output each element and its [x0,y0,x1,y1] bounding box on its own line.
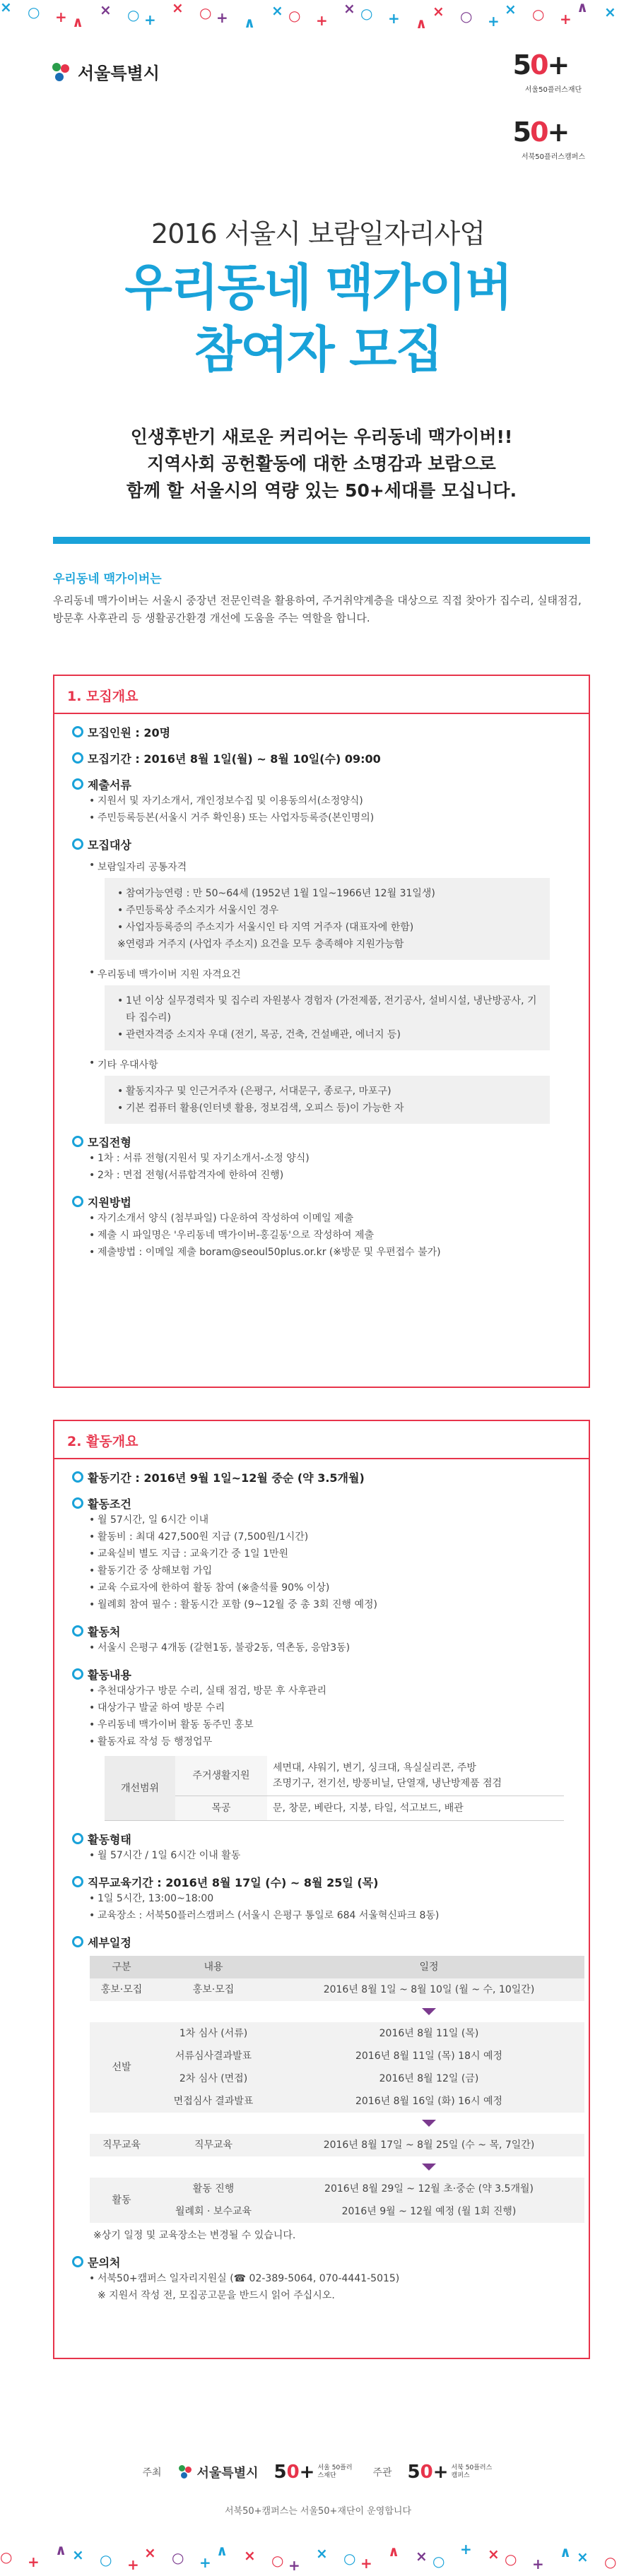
footer-caption: 서북50+캠퍼스는 서울50+재단이 운영합니다 [224,2506,412,2517]
target-heading: 모집대상 [72,836,571,853]
recruit-count: 모집인원 : 20명 [72,724,571,740]
seoul-emblem-icon [49,60,73,84]
form-heading: 활동형태 [72,1831,571,1847]
confetti-mark: ○ [532,6,545,23]
confetti-mark: × [577,2548,589,2565]
confetti-mark: + [560,11,572,28]
confetti-mark: × [172,0,184,16]
mac-qualification-box: • 1년 이상 실무경력자 및 집수리 자원봉사 경험자 (가전제품, 전기공사, 설비시설, 냉난방공사, 기타 집수리) • 관련자격증 소지자 우대 (전기, 목공, 건축, 건설배관, 에너지 등) [105,985,550,1050]
seoul-emblem-icon [177,2464,194,2481]
preference-box: • 활동지자구 및 인근거주자 (은평구, 서대문구, 종로구, 마포구) • 기본 컴퓨터 활용(인터넷 활용, 정보검색, 오피스 등)이 가능한 자 [105,1076,550,1124]
confetti-bottom [0,2542,636,2576]
subtitle-year: 2016 서울시 보람일자리사업 [151,218,485,249]
apply-heading: 지원방법 [72,1194,571,1210]
improvement-range-table: 개선범위 주거생활지원 세면대, 샤워기, 변기, 싱크대, 욕실실리콘, 주방 조명기구, 전기선, 방풍비닐, 단열재, 냉난방제품 점검 목공 문, 창문, 베란다, 지붕, 타일, 석고보드, 배관 [105,1756,564,1821]
confetti-mark: ∧ [216,2542,228,2559]
confetti-mark: + [55,8,67,25]
condition-heading: 활동조건 [72,1495,571,1512]
confetti-mark: × [244,2547,256,2564]
confetti-mark: × [144,2544,156,2561]
confetti-mark: + [199,2554,211,2571]
about-section [53,569,590,627]
confetti-mark: ○ [100,2551,112,2568]
seobuk50plus-campus-logo: 50+ 서북50플러스캠퍼스 [512,117,585,161]
schedule-table: 구분 내용 일정 홍보·모집 홍보·모집 2016년 8월 1일 ~ 8월 10일 (월 ~ 수, 10일간) 선발 1차 심사 (서류) 2016년 8월 11일 (목) 서류심사결과발표 2016년 8월 11일 (목) 18시 예정 2차 심사 (면접) 2016년 8월 12일 (금) 면접심사 결과발표 2016년 8월 16일 (화) 16시 예정 직무교육 직무교육 2016년 8월 17일 ~ 8월 25일 (수 ~ 목, 7일간) 활동 활동 진행 2016년 8월 29일 ~ 12월 초·중순 (약 3.5개월) 월례회 · 보수교육 2016년 9월 ~ 12월 예정 (월 1회 진행) [90,1956,584,2223]
confetti-mark: + [127,2556,139,2573]
confetti-mark: ∧ [244,14,256,31]
docs-heading: 제출서류 [72,776,571,793]
footer: 주최 서울특별시 50+ 서울 50플러스재단 주관 50+ 서북 50플러스캠퍼스 서북50+캠퍼스는 서울50+재단이 운영합니다 [0,2451,636,2529]
confetti-mark: ○ [460,8,473,25]
confetti-mark: × [432,3,444,20]
confetti-mark: + [388,10,400,27]
confetti-mark: + [216,9,228,26]
about-heading: 우리동네 맥가이버는 [53,572,162,586]
contact-heading: 문의처 [72,2254,571,2270]
confetti-mark: ∧ [577,0,589,16]
confetti-mark: ∧ [388,2543,400,2560]
confetti-mark: + [144,11,156,28]
confetti-mark: ○ [127,6,140,23]
confetti-mark: + [532,2556,544,2572]
confetti-mark: ○ [271,2552,284,2569]
confetti-mark: ○ [604,2553,617,2570]
footer-foundation-logo: 50+ 서울 50플러스재단 [273,2462,353,2483]
confetti-mark: ∧ [55,2542,67,2558]
footer-campus-logo: 50+ 서북 50플러스캠퍼스 [407,2462,493,2483]
divider-bar [53,537,590,544]
common-qualification-box: • 참여가능연령 : 만 50~64세 (1952년 1월 1일~1966년 12월 31일생) • 주민등록상 주소지가 서울시인 경우 • 사업자등록증의 주소지가 서울시인 타 지역 거주자 (대표자에 한함) ※연령과 거주지 (사업자 주소지) 요건을 모두 충족해야 지원가능함 [105,878,550,960]
confetti-mark: × [0,0,12,16]
confetti-mark: × [343,0,355,17]
confetti-mark: ○ [0,2548,13,2565]
about-text: 우리동네 맥가이버는 서울시 중장년 전문인력을 활용하여, 주거취약계층을 대상으로 직접 찾아가 집수리, 실태점검, 방문후 사후관리 등 생활공간환경 개선에 도움을 주는 역할을 합니다. [53,594,582,624]
arrow-down-icon [422,2008,436,2015]
place-heading: 활동처 [72,1623,571,1639]
intro-text: 인생후반기 새로운 커리어는 우리동네 맥가이버!! 지역사회 공헌활동에 대한 소명감과 보람으로 함께 할 서울시의 역량 있는 50+세대를 모십니다. [126,427,517,501]
confetti-mark: ○ [288,7,301,24]
header [49,49,587,177]
confetti-top [0,0,636,34]
confetti-mark: ○ [199,4,212,21]
schedule-heading: 세부일정 [72,1934,571,1950]
seoul-logo [49,59,160,84]
confetti-mark: ∧ [560,2544,572,2560]
seoul-logo-text: 서울특별시 [78,64,160,83]
confetti-mark: ○ [343,2550,356,2567]
title-block [0,212,636,381]
confetti-mark: × [505,1,517,18]
confetti-mark: + [316,12,328,29]
confetti-mark: ○ [360,5,373,22]
activity-box: 2. 활동개요 활동기간 : 2016년 9월 1일~12월 중순 (약 3.5개월) 활동조건 • 월 57시간, 일 6시간 이내 • 활동비 : 최대 427,500원 지급 (7,500원/1시간) • 교육실비 별도 지급 : 교육기간 중 1일 1만원 • 활동기간 중 상해보험 가입 • 교육 수료자에 한하여 활동 참여 (※출석률 90% 이상) • 월례회 참여 필수 : 활동시간 포함 (9~12월 중 총 3회 진행 예정) 활동처 • 서울시 은평구 4개동 (갈현1동, 불광2동, 역촌동, 응암3동) 활동내용 • 추천대상가구 방문 수리, 실태 점검, 방문 후 사후관리 • 대상가구 발굴 하여 방문 수리 • 우리동네 맥가이버 활동 동주민 홍보 • 활동자료 작성 등 행정업무 개선범위 주거생활지원 세면대, 샤워기, 변기, 싱크대, 욕실실리콘, 주방 조명기구, 전기선, 방풍비닐, 단열재, 냉난방제품 점검 목공 문, 창문, 베란다, 지붕, 타일, 석고보드, 배관 활동형태 • 월 57시간 / 1일 6시간 이내 활동 직무교육기간 : 2016년 8월 17일 (수) ~ 8월 25일 (목) • 1일 5시간, 13:00~18:00 • 교육장소 : 서북50플러스캠퍼스 (서울시 은평구 통일로 684 서울혁신파크 8동) 세부일정 구분 내용 일정 홍보·모집 홍보·모집 2016년 8월 1일 ~ 8월 10일 (월 ~ 수, 10일간) 선발 1차 심사 (서류) 2016년 8월 11일 (목) 서류심사결과발표 2016년 8월 11일 (목) 18시 예정 2차 심사 (면접) 2016년 8월 12일 (금) 면접심사 결과발표 2016년 8월 16일 (화) 16시 예정 직무교육 직무교육 2016년 8월 17일 ~ 8월 25일 (수 ~ 목, 7일간) 활동 활동 진행 2016년 8월 29일 ~ 12월 초·중순 (약 3.5개월) 월례회 · 보수교육 2016년 9월 ~ 12월 예정 (월 1회 진행) ※상기 일정 및 교육장소는 변경될 수 있습니다. 문의처 • 서북50+캠퍼스 일자리지원실 (☎ 02-389-5064, 070-4441-5015) ※ 지원서 작성 전, 모집공고문을 반드시 읽어 주십시오. [53,1420,590,2359]
content-heading: 활동내용 [72,1666,571,1682]
confetti-mark: × [271,2,283,19]
confetti-mark: + [488,13,500,30]
recruit-title: 1. 모집개요 [67,689,139,704]
main-title: 우리동네 맥가이버 참여자 모집 [124,259,512,379]
select-heading: 모집전형 [72,1134,571,1150]
confetti-mark: ○ [172,2549,184,2566]
confetti-mark: + [288,2557,300,2574]
footer-seoul-logo: 서울특별시 [177,2463,259,2481]
confetti-mark: ∧ [416,15,428,32]
confetti-mark: + [28,2553,40,2570]
confetti-mark: ○ [505,2551,517,2568]
recruit-box: 1. 모집개요 모집인원 : 20명 모집기간 : 2016년 8월 1일(월) ~ 8월 10일(수) 09:00 제출서류 • 지원서 및 자기소개서, 개인정보수집 및 이용동의서(소정양식) • 주민등록등본(서울시 거주 확인용) 또는 사업자등록증(본인명의) 모집대상 • 보람일자리 공통자격 • 참여가능연령 : 만 50~64세 (1952년 1월 1일~1966년 12월 31일생) • 주민등록상 주소지가 서울시인 경우 • 사업자등록증의 주소지가 서울시인 타 지역 거주자 (대표자에 한함) ※연령과 거주지 (사업자 주소지) 요건을 모두 충족해야 지원가능함 • 우리동네 맥가이버 지원 자격요건 • 1년 이상 실무경력자 및 집수리 자원봉사 경험자 (가전제품, 전기공사, 설비시설, 냉난방공사, 기타 집수리) • 관련자격증 소지자 우대 (전기, 목공, 건축, 건설배관, 에너지 등) • 기타 우대사항 • 활동지자구 및 인근거주자 (은평구, 서대문구, 종로구, 마포구) • 기본 컴퓨터 활용(인터넷 활용, 정보검색, 오피스 등)이 가능한 자 모집전형 • 1차 : 서류 전형(지원서 및 자기소개서-소정 양식) • 2차 : 면접 전형(서류합격자에 한하여 진행) 지원방법 • 자기소개서 양식 (첨부파일) 다운하여 작성하여 이메일 제출 • 제출 시 파일명은 '우리동네 맥가이버-홍길동'으로 작성하여 제출 • 제출방법 : 이메일 제출 boram@seoul50plus.or.kr (※방문 및 우편접수 불가) [53,675,590,1388]
confetti-mark: × [316,2545,328,2562]
confetti-mark: + [460,2542,472,2558]
arrow-down-icon [422,2164,436,2171]
confetti-mark: × [72,2546,84,2563]
confetti-mark: + [360,2555,372,2572]
activity-title: 2. 활동개요 [67,1434,139,1449]
confetti-mark: × [488,2546,500,2563]
confetti-mark: × [604,4,616,20]
training-heading: 직무교육기간 : 2016년 8월 17일 (수) ~ 8월 25일 (목) [72,1874,571,1890]
confetti-mark: × [100,1,112,18]
confetti-mark: × [416,2548,428,2565]
arrow-down-icon [422,2120,436,2127]
confetti-mark: ○ [28,4,40,20]
activity-period: 활동기간 : 2016년 9월 1일~12월 중순 (약 3.5개월) [72,1469,571,1485]
confetti-mark: ∧ [72,13,84,30]
recruit-period: 모집기간 : 2016년 8월 1일(월) ~ 8월 10일(수) 09:00 [72,750,571,766]
seoul50plus-foundation-logo: 50+ 서울50플러스재단 [512,49,582,94]
docs-list: • 지원서 및 자기소개서, 개인정보수집 및 이용동의서(소정양식) • 주민등록등본(서울시 거주 확인용) 또는 사업자등록증(본인명의) [72,793,571,826]
confetti-mark: ○ [432,2553,445,2570]
